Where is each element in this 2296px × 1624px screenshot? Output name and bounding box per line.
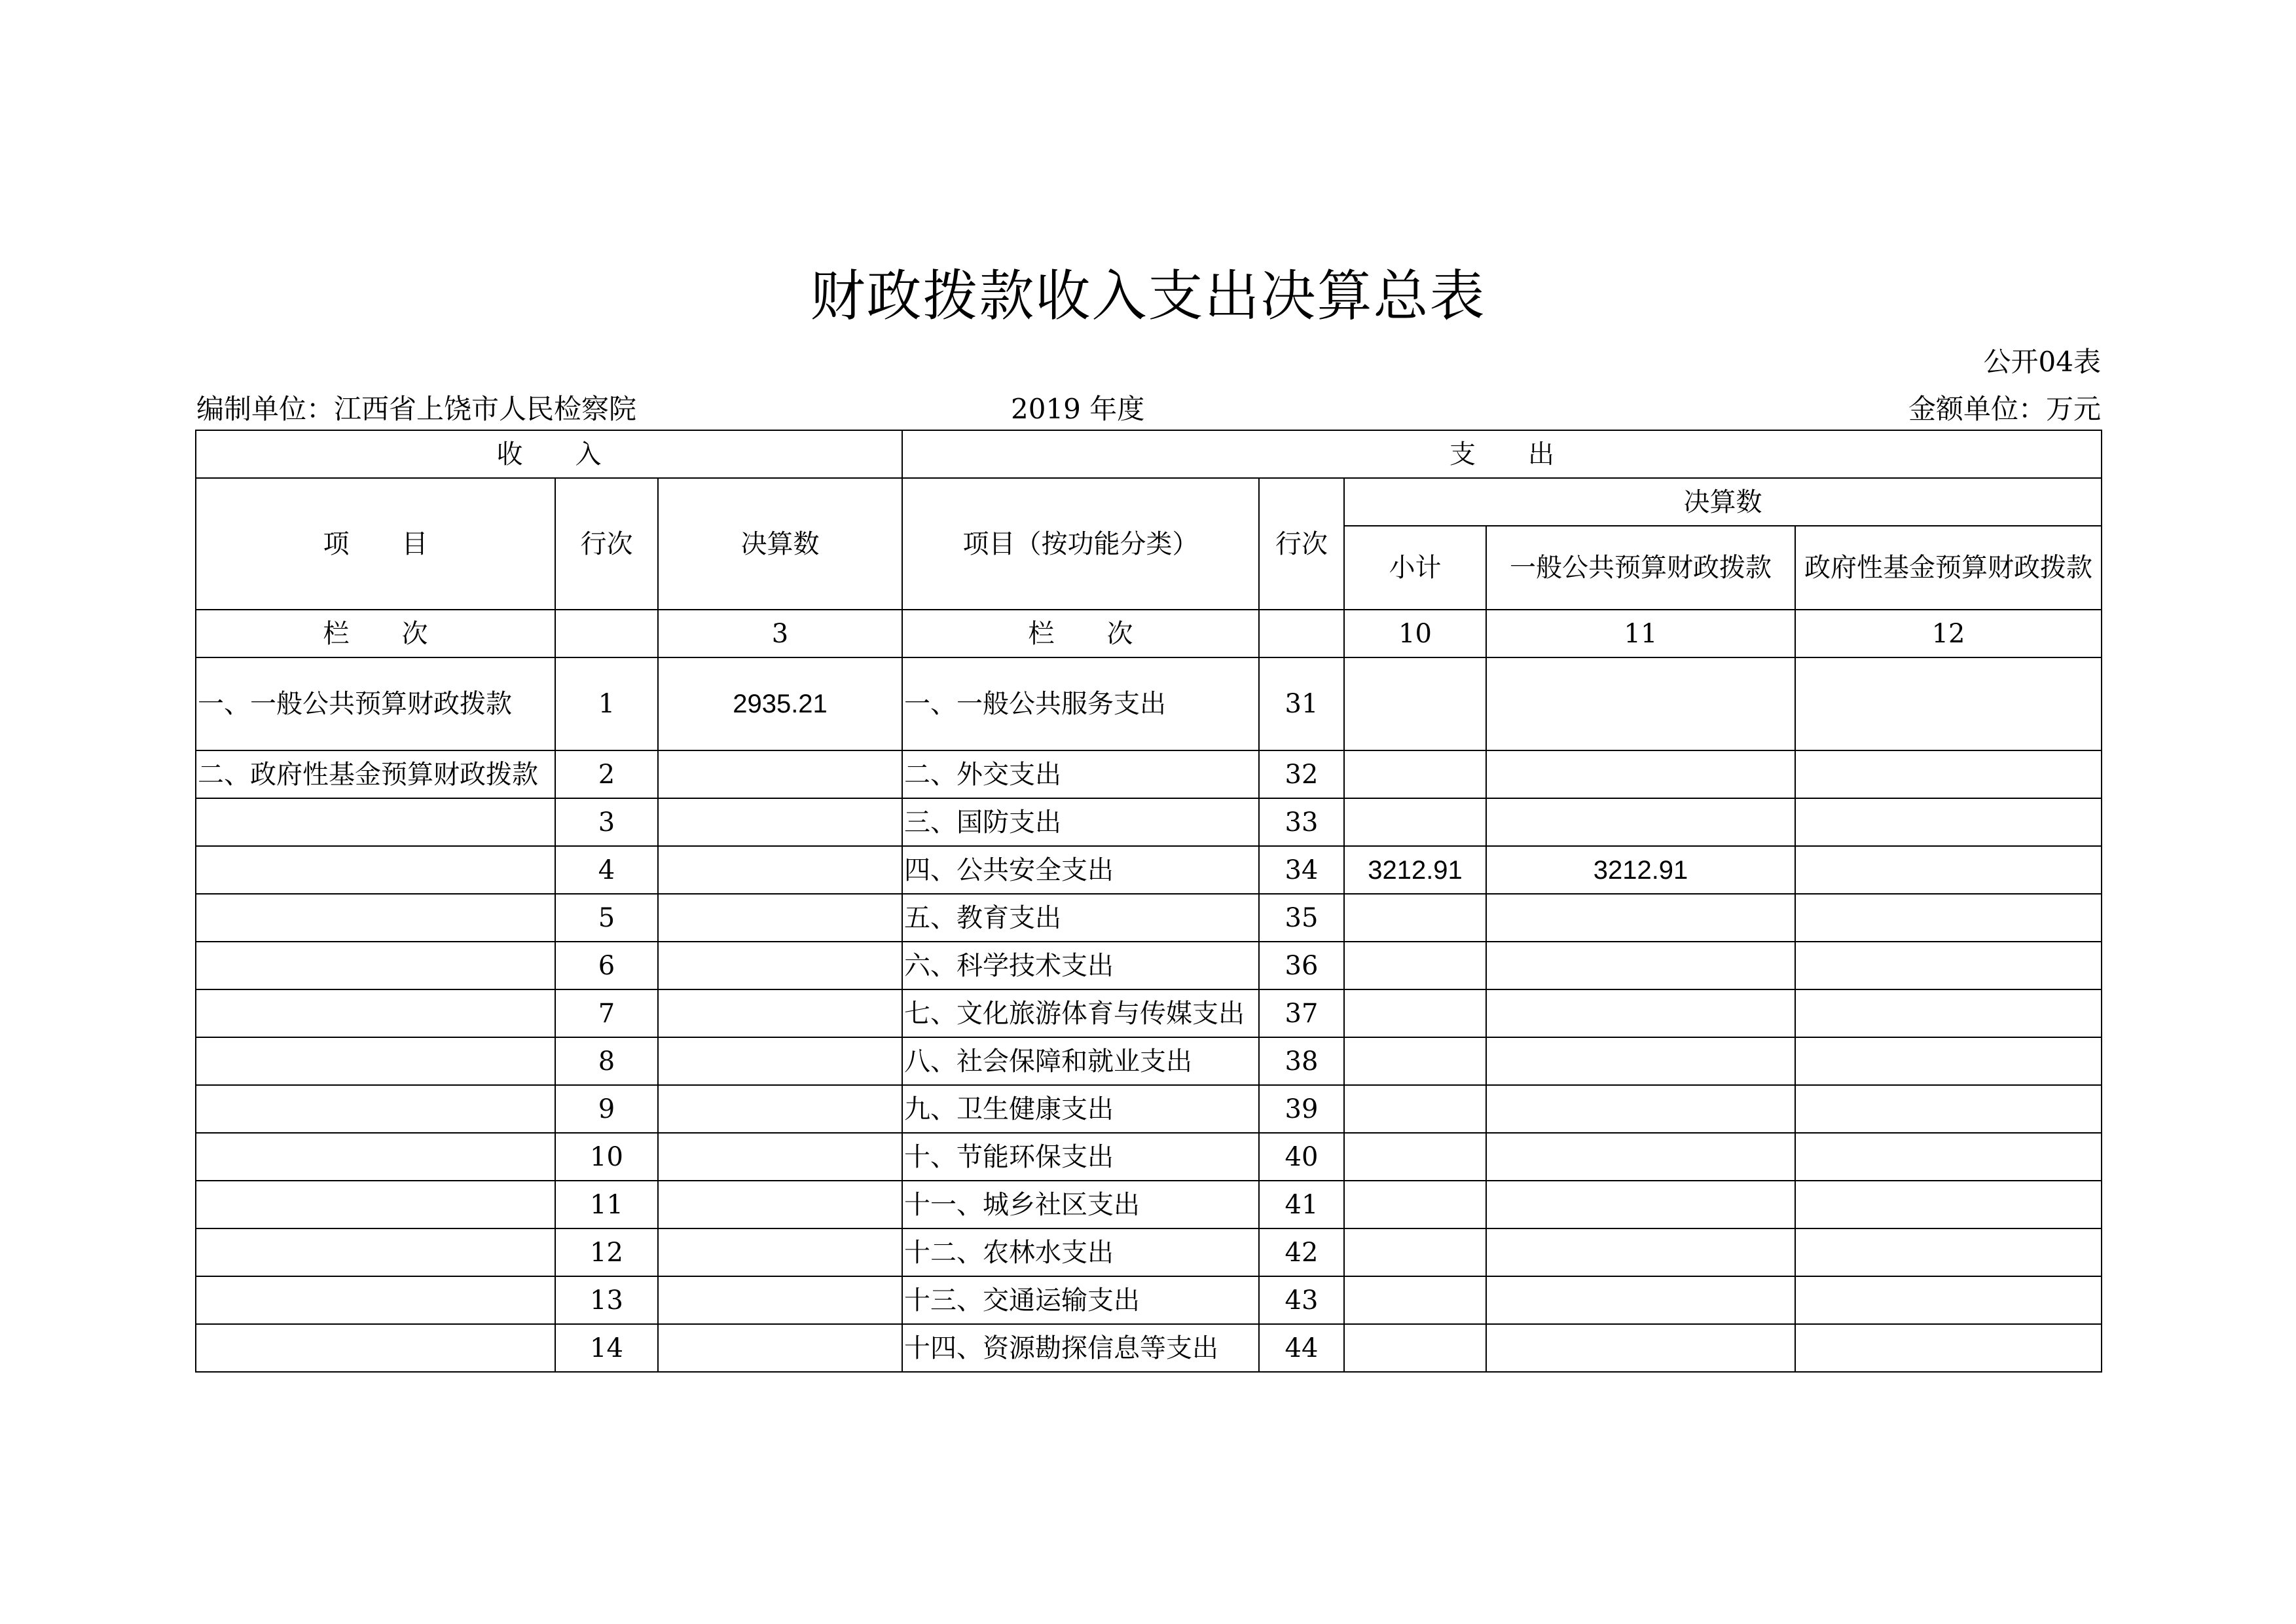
fund-budget-cell (1795, 1324, 2102, 1372)
income-amount-cell (658, 846, 902, 894)
column-index-10: 10 (1344, 610, 1486, 657)
column-index-12: 12 (1795, 610, 2102, 657)
general-budget-cell (1486, 894, 1795, 942)
budget-table (195, 430, 2102, 1373)
income-amount-cell (658, 798, 902, 846)
income-rowno-cell: 5 (555, 894, 658, 942)
expense-item-cell: 十、节能环保支出 (902, 1133, 1259, 1181)
expense-rowno-cell: 42 (1259, 1228, 1344, 1276)
income-rowno-cell: 6 (555, 942, 658, 989)
column-index-row (196, 610, 2102, 657)
income-amount-cell (658, 1228, 902, 1276)
income-rowno-cell: 3 (555, 798, 658, 846)
subtotal-cell (1344, 894, 1486, 942)
subtotal-cell (1344, 750, 1486, 798)
table-row (196, 750, 2102, 798)
expense-item-cell: 三、国防支出 (902, 798, 1259, 846)
income-header: 收 入 (196, 430, 902, 478)
general-budget-cell: 3212.91 (1486, 846, 1795, 894)
income-rowno-cell: 14 (555, 1324, 658, 1372)
income-item-cell: 二、政府性基金预算财政拨款 (196, 750, 555, 798)
amount-unit: 金额单位：万元 (1908, 393, 2101, 425)
table-row (196, 1085, 2102, 1133)
income-rowno-cell: 12 (555, 1228, 658, 1276)
fund-budget-cell (1795, 1085, 2102, 1133)
expense-item-cell: 五、教育支出 (902, 894, 1259, 942)
general-budget-cell (1486, 1037, 1795, 1085)
income-rowno-cell: 4 (555, 846, 658, 894)
column-index-label: 栏 次 (196, 610, 555, 657)
income-item-cell (196, 798, 555, 846)
expense-rowno-cell: 44 (1259, 1324, 1344, 1372)
income-rowno-cell: 13 (555, 1276, 658, 1324)
subtotal-cell: 3212.91 (1344, 846, 1486, 894)
column-header-row (196, 478, 2102, 526)
general-budget-cell (1486, 1181, 1795, 1228)
income-amount-cell: 2935.21 (658, 657, 902, 750)
expense-item-header: 项目（按功能分类） (902, 478, 1259, 610)
expense-rowno-cell: 31 (1259, 657, 1344, 750)
expense-rowno-cell: 33 (1259, 798, 1344, 846)
expense-rowno-cell: 40 (1259, 1133, 1344, 1181)
income-amount-cell (658, 1133, 902, 1181)
income-item-header: 项 目 (196, 478, 555, 610)
fund-budget-cell (1795, 798, 2102, 846)
expense-item-cell: 十二、农林水支出 (902, 1228, 1259, 1276)
subtotal-cell (1344, 657, 1486, 750)
expense-item-cell: 十三、交通运输支出 (902, 1276, 1259, 1324)
table-row (196, 942, 2102, 989)
fund-budget-cell (1795, 1133, 2102, 1181)
income-rowno-cell: 1 (555, 657, 658, 750)
income-item-cell (196, 1037, 555, 1085)
fund-budget-cell (1795, 989, 2102, 1037)
income-amount-cell (658, 1037, 902, 1085)
income-item-cell (196, 1085, 555, 1133)
income-item-cell (196, 1181, 555, 1228)
income-amount-cell (658, 894, 902, 942)
expense-header: 支 出 (902, 430, 2102, 478)
table-row (196, 657, 2102, 750)
income-rowno-cell: 2 (555, 750, 658, 798)
table-row (196, 989, 2102, 1037)
table-row (196, 894, 2102, 942)
income-item-cell (196, 1276, 555, 1324)
expense-item-cell: 七、文化旅游体育与传媒支出 (902, 989, 1259, 1037)
table-row (196, 1276, 2102, 1324)
fund-budget-cell (1795, 1181, 2102, 1228)
income-rowno-cell: 11 (555, 1181, 658, 1228)
subtotal-cell (1344, 1037, 1486, 1085)
general-budget-cell (1486, 798, 1795, 846)
column-index-empty-2 (1259, 610, 1344, 657)
fund-budget-cell (1795, 942, 2102, 989)
column-index-11: 11 (1486, 610, 1795, 657)
subtotal-header: 小计 (1344, 526, 1486, 610)
general-budget-cell (1486, 942, 1795, 989)
expense-rowno-cell: 32 (1259, 750, 1344, 798)
expense-item-cell: 一、一般公共服务支出 (902, 657, 1259, 750)
column-index-3: 3 (658, 610, 902, 657)
general-budget-cell (1486, 1324, 1795, 1372)
expense-item-cell: 四、公共安全支出 (902, 846, 1259, 894)
table-row (196, 1324, 2102, 1372)
income-item-cell (196, 846, 555, 894)
expense-rowno-cell: 36 (1259, 942, 1344, 989)
page-title: 财政拨款收入支出决算总表 (810, 264, 1486, 328)
income-amount-cell (658, 989, 902, 1037)
table-row (196, 798, 2102, 846)
income-amount-cell (658, 1276, 902, 1324)
fiscal-year: 2019 年度 (1011, 393, 1145, 425)
section-header-row (196, 430, 2102, 478)
income-amount-cell (658, 750, 902, 798)
income-item-cell (196, 1133, 555, 1181)
table-row (196, 846, 2102, 894)
fund-budget-cell (1795, 1228, 2102, 1276)
expense-rowno-header: 行次 (1259, 478, 1344, 610)
income-item-cell (196, 1228, 555, 1276)
general-budget-cell (1486, 989, 1795, 1037)
expense-item-cell: 六、科学技术支出 (902, 942, 1259, 989)
column-index-label-2: 栏 次 (902, 610, 1259, 657)
expense-item-cell: 二、外交支出 (902, 750, 1259, 798)
income-item-cell (196, 894, 555, 942)
expense-item-cell: 九、卫生健康支出 (902, 1085, 1259, 1133)
fund-budget-header: 政府性基金预算财政拨款 (1795, 526, 2102, 610)
income-amount-header: 决算数 (658, 478, 902, 610)
subtotal-cell (1344, 1133, 1486, 1181)
income-item-cell (196, 989, 555, 1037)
column-index-empty (555, 610, 658, 657)
income-amount-cell (658, 942, 902, 989)
subtotal-cell (1344, 798, 1486, 846)
general-budget-cell (1486, 1228, 1795, 1276)
income-rowno-header: 行次 (555, 478, 658, 610)
fund-budget-cell (1795, 894, 2102, 942)
expense-rowno-cell: 38 (1259, 1037, 1344, 1085)
fund-budget-cell (1795, 846, 2102, 894)
subtotal-cell (1344, 1276, 1486, 1324)
table-row (196, 1181, 2102, 1228)
general-budget-cell (1486, 1085, 1795, 1133)
compiling-unit: 编制单位：江西省上饶市人民检察院 (196, 393, 637, 425)
income-amount-cell (658, 1324, 902, 1372)
expense-item-cell: 十一、城乡社区支出 (902, 1181, 1259, 1228)
subtotal-cell (1344, 1085, 1486, 1133)
table-row (196, 1133, 2102, 1181)
expense-rowno-cell: 39 (1259, 1085, 1344, 1133)
expense-rowno-cell: 37 (1259, 989, 1344, 1037)
subtotal-cell (1344, 989, 1486, 1037)
fund-budget-cell (1795, 1037, 2102, 1085)
expense-item-cell: 十四、资源勘探信息等支出 (902, 1324, 1259, 1372)
income-rowno-cell: 9 (555, 1085, 658, 1133)
income-item-cell: 一、一般公共预算财政拨款 (196, 657, 555, 750)
fund-budget-cell (1795, 657, 2102, 750)
expense-rowno-cell: 43 (1259, 1276, 1344, 1324)
subtotal-cell (1344, 1324, 1486, 1372)
fund-budget-cell (1795, 1276, 2102, 1324)
table-row (196, 1037, 2102, 1085)
income-amount-cell (658, 1085, 902, 1133)
general-budget-cell (1486, 1276, 1795, 1324)
subtotal-cell (1344, 1228, 1486, 1276)
fund-budget-cell (1795, 750, 2102, 798)
general-budget-cell (1486, 657, 1795, 750)
income-rowno-cell: 7 (555, 989, 658, 1037)
general-budget-cell (1486, 750, 1795, 798)
income-rowno-cell: 8 (555, 1037, 658, 1085)
expense-rowno-cell: 34 (1259, 846, 1344, 894)
general-budget-cell (1486, 1133, 1795, 1181)
general-budget-header: 一般公共预算财政拨款 (1486, 526, 1795, 610)
subtotal-cell (1344, 1181, 1486, 1228)
form-number: 公开04表 (1983, 346, 2101, 378)
income-item-cell (196, 942, 555, 989)
expense-amount-header: 决算数 (1344, 478, 2102, 526)
expense-rowno-cell: 41 (1259, 1181, 1344, 1228)
income-item-cell (196, 1324, 555, 1372)
expense-rowno-cell: 35 (1259, 894, 1344, 942)
income-rowno-cell: 10 (555, 1133, 658, 1181)
expense-item-cell: 八、社会保障和就业支出 (902, 1037, 1259, 1085)
table-row (196, 1228, 2102, 1276)
subtotal-cell (1344, 942, 1486, 989)
income-amount-cell (658, 1181, 902, 1228)
